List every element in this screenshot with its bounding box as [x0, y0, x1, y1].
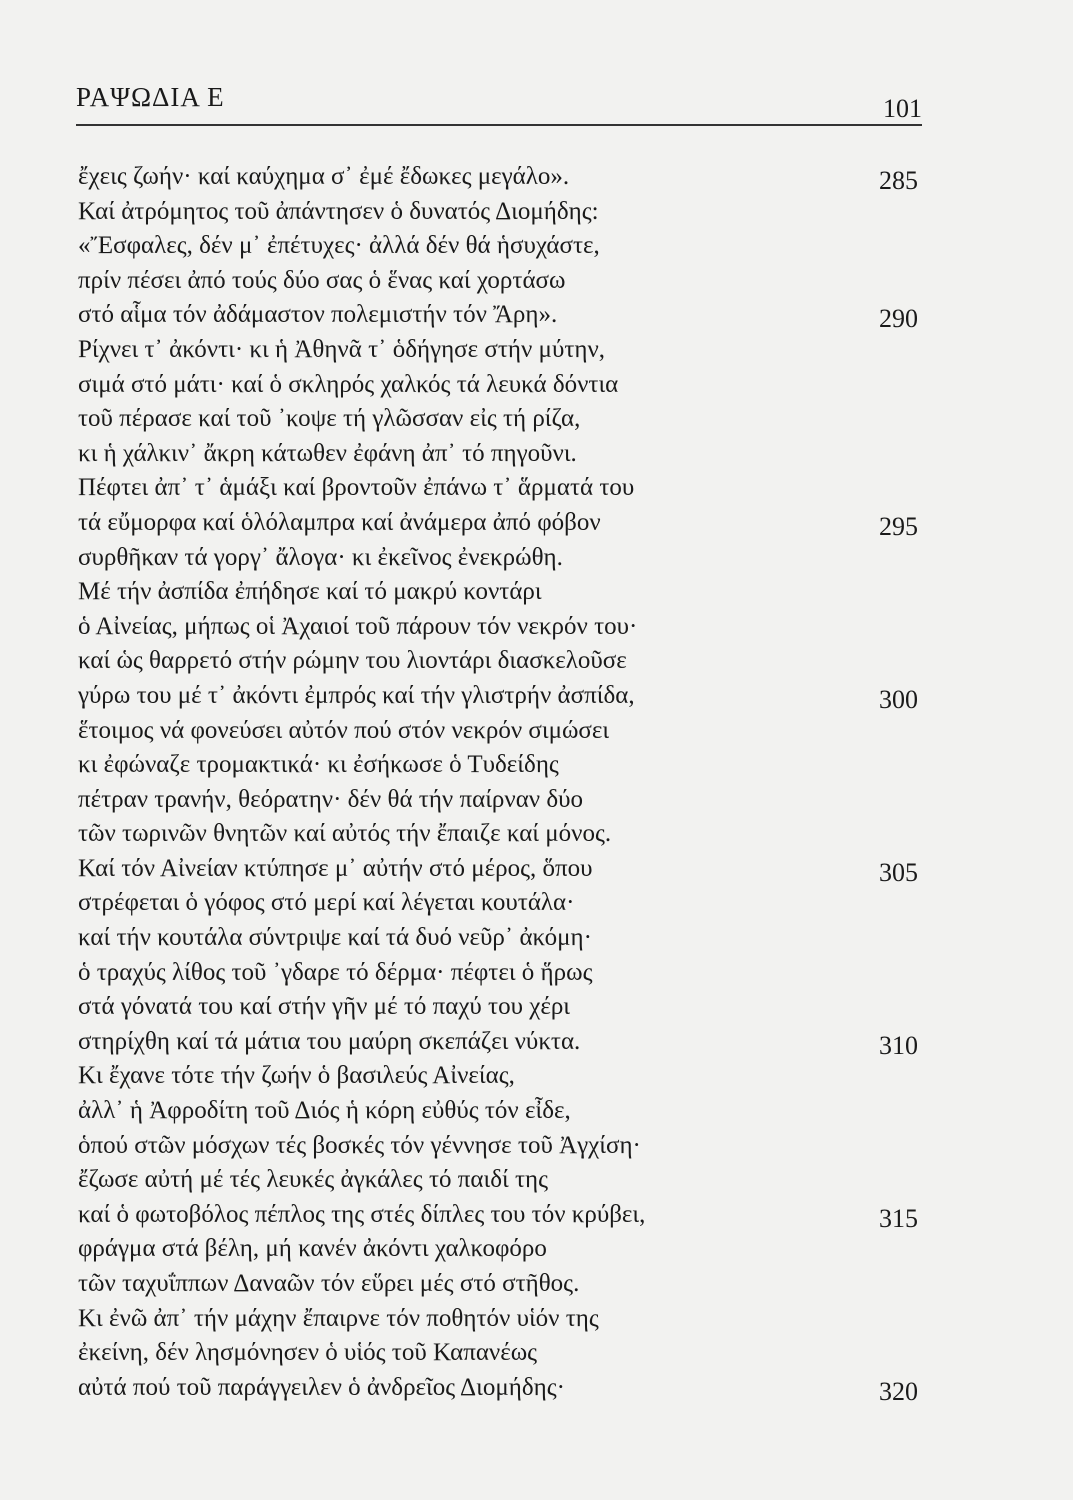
verse-text: ἔζωσε αὐτή μέ τές λευκές ἀγκάλες τό παιδί της: [78, 1166, 548, 1194]
verse-line: [78, 298, 918, 333]
line-number: 320: [879, 1376, 918, 1406]
verse-line: [78, 1025, 918, 1060]
verse-line: [78, 195, 918, 230]
verse-line: [78, 160, 918, 195]
verse-line: [78, 1371, 918, 1406]
line-number: 290: [879, 304, 918, 334]
running-head: ΡΑΨΩΔΙΑ Ε: [76, 82, 225, 112]
header-rule: [76, 124, 922, 126]
verse-text: πρίν πέσει ἀπό τούς δύο σας ὁ ἕνας καί χορτάσω: [78, 266, 566, 294]
verse-text: ὁ τραχύς λίθος τοῦ ᾽γδαρε τό δέρμα· πέφτει ὁ ἥρως: [78, 958, 593, 986]
verse-text: Καί ἀτρόμητος τοῦ ἀπάντησεν ὁ δυνατός Διομήδης:: [78, 197, 599, 225]
verse-text: τοῦ πέρασε καί τοῦ ᾽κοψε τή γλῶσσαν εἰς τή ρίζα,: [78, 405, 581, 433]
verse-line: [78, 886, 918, 921]
line-number: 295: [879, 511, 918, 541]
verse-text: καί τήν κουτάλα σύντριψε καί τά δυό νεῦρ᾿ ἀκόμη·: [78, 924, 592, 952]
verse-text: στό αἷμα τόν ἀδάμαστον πολεμιστήν τόν Ἄρη».: [78, 301, 558, 329]
verse-line: [78, 817, 918, 852]
verse-line: [78, 229, 918, 264]
verse-text: καί ὁ φωτοβόλος πέπλος της στές δίπλες του τόν κρύβει,: [78, 1200, 646, 1228]
verse-text: στηρίχθη καί τά μάτια του μαύρη σκεπάζει νύκτα.: [78, 1027, 581, 1055]
verse-line: [78, 264, 918, 299]
verse-text: Ρίχνει τ᾿ ἀκόντι· κι ἡ Ἀθηνᾶ τ᾿ ὁδήγησε στήν μύτην,: [78, 335, 606, 363]
verse-text: σιμά στό μάτι· καί ὁ σκληρός χαλκός τά λευκά δόντια: [78, 370, 619, 398]
verse-line: [78, 679, 918, 714]
verse-line: [78, 1198, 918, 1233]
line-number: 315: [879, 1203, 918, 1233]
verse-text: ἀλλ᾿ ἡ Ἀφροδίτη τοῦ Διός ἡ κόρη εὐθύς τόν εἶδε,: [78, 1097, 571, 1125]
verse-line: [78, 748, 918, 783]
verse-text: Κι ἐνῶ ἀπ᾿ τήν μάχην ἔπαιρνε τόν ποθητόν υἱόν της: [78, 1304, 599, 1332]
page-header: [76, 82, 922, 122]
page-number: 101: [883, 94, 922, 123]
verse-line: [78, 956, 918, 991]
verse-line: [78, 1232, 918, 1267]
verse-line: [78, 1336, 918, 1371]
verse-line: [78, 990, 918, 1025]
verse-text: αὐτά πού τοῦ παράγγειλεν ὁ ἀνδρεῖος Διομήδης·: [78, 1373, 565, 1401]
verse-line: [78, 575, 918, 610]
verse-line: [78, 644, 918, 679]
verse-line: [78, 541, 918, 576]
line-number: 310: [879, 1030, 918, 1060]
verse-text: κι ἡ χάλκιν᾿ ἄκρη κάτωθεν ἐφάνη ἀπ᾿ τό πηγοῦνι.: [78, 439, 577, 467]
verse-line: [78, 333, 918, 368]
verse-text: συρθῆκαν τά γοργ᾿ ἄλογα· κι ἐκεῖνος ἐνεκρώθη.: [78, 543, 563, 571]
verse-text: πέτραν τρανήν, θεόρατην· δέν θά τήν παίρναν δύο: [78, 785, 584, 813]
verse-line: [78, 1267, 918, 1302]
verse-text: Μέ τήν ἀσπίδα ἐπήδησε καί τό μακρύ κοντάρι: [78, 578, 542, 606]
verse-text: ἐκείνη, δέν λησμόνησεν ὁ υἱός τοῦ Καπανέως: [78, 1339, 538, 1367]
verse-line: [78, 1302, 918, 1337]
verse-line: [78, 921, 918, 956]
verse-text: τῶν ταχυΐππων Δαναῶν τόν εὕρει μές στό στῆθος.: [78, 1270, 580, 1297]
verse-block: [78, 160, 918, 1405]
verse-line: [78, 471, 918, 506]
verse-text: στά γόνατά του καί στήν γῆν μέ τό παχύ του χέρι: [78, 993, 571, 1021]
verse-line: [78, 506, 918, 541]
verse-line: [78, 1059, 918, 1094]
verse-text: ὁ Αἰνείας, μήπως οἱ Ἀχαιοί τοῦ πάρουν τόν νεκρόν του·: [78, 612, 638, 640]
verse-line: [78, 610, 918, 645]
verse-text: ὁπού στῶν μόσχων τές βοσκές τόν γέννησε τοῦ Ἀγχίση·: [78, 1131, 641, 1159]
verse-text: «Ἔσφαλες, δέν μ᾿ ἐπέτυχες· ἀλλά δέν θά ἡσυχάστε,: [78, 232, 600, 260]
verse-text: Κι ἔχανε τότε τήν ζωήν ὁ βασιλεύς Αἰνείας,: [78, 1062, 515, 1090]
verse-text: Καί τόν Αἰνείαν κτύπησε μ᾿ αὐτήν στό μέρος, ὅπου: [78, 854, 593, 882]
verse-line: [78, 1163, 918, 1198]
verse-text: τά εὔμορφα καί ὁλόλαμπρα καί ἀνάμερα ἀπό φόβον: [78, 508, 601, 536]
verse-line: [78, 368, 918, 403]
line-number: 300: [879, 684, 918, 714]
verse-text: στρέφεται ὁ γόφος στό μερί καί λέγεται κουτάλα·: [78, 889, 575, 917]
verse-text: τῶν τωρινῶν θνητῶν καί αὐτός τήν ἔπαιζε καί μόνος.: [78, 820, 612, 848]
verse-line: [78, 1094, 918, 1129]
verse-text: καί ὡς θαρρετό στήν ρώμην του λιοντάρι διασκελοῦσε: [78, 647, 627, 675]
verse-line: [78, 1129, 918, 1164]
verse-line: [78, 852, 918, 887]
verse-line: [78, 437, 918, 472]
verse-line: [78, 783, 918, 818]
verse-text: Πέφτει ἀπ᾿ τ᾿ ἁμάξι καί βροντοῦν ἐπάνω τ᾿ ἅρματά του: [78, 474, 635, 502]
verse-text: φράγμα στά βέλη, μή κανέν ἀκόντι χαλκοφόρο: [78, 1235, 547, 1263]
verse-line: [78, 402, 918, 437]
verse-text: ἔχεις ζωήν· καί καύχημα σ᾿ ἐμέ ἔδωκες μεγάλο».: [78, 163, 570, 190]
verse-text: γύρω του μέ τ᾿ ἀκόντι ἐμπρός καί τήν γλιστρήν ἀσπίδα,: [78, 681, 635, 709]
line-number: 305: [879, 857, 918, 887]
line-number: 285: [879, 166, 918, 195]
verse-text: κι ἐφώναζε τρομακτικά· κι ἐσήκωσε ὁ Τυδείδης: [78, 751, 559, 779]
verse-line: [78, 714, 918, 749]
verse-text: ἕτοιμος νά φονεύσει αὐτόν πού στόν νεκρόν σιμώσει: [78, 716, 610, 744]
